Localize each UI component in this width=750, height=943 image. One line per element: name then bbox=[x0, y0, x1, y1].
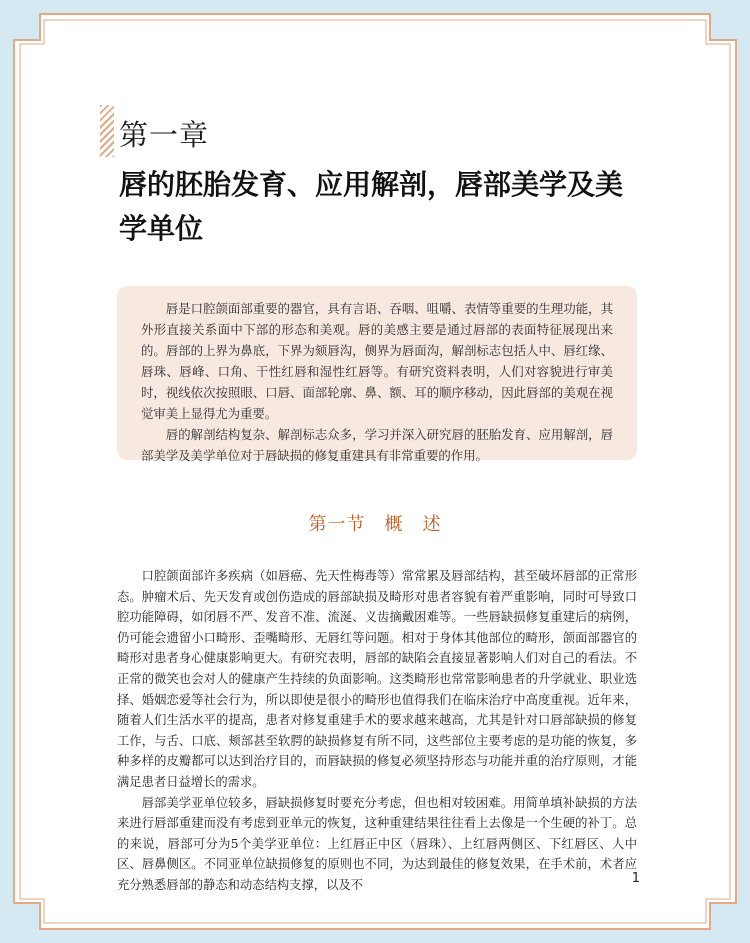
body-paragraph: 口腔颌面部许多疾病（如唇癌、先天性梅毒等）常常累及唇部结构，甚至破坏唇部的正常形态。肿瘤术后、先天发育或创伤造成的唇部缺损及畸形对患者容貌有着严重影响，同时可导致口腔功能障碍，如闭唇不严、发音不准、流涎、义齿摘戴困难等。一些唇缺损修复重建后的病例，仍可能会遗留小口畸形、歪嘴畸形、无唇红等问题。相对于身体其他部位的畸形，颌面部器官的畸形对患者身心健康影响更大。有研究表明，唇部的缺陷会直接显著影响人们对自己的看法。不正常的微笑也会对人的健康产生持续的负面影响。这类畸形也常常影响患者的升学就业、职业选择、婚姻恋爱等社会行为，所以即使是很小的畸形也值得我们在临床治疗中高度重视。近年来，随着人们生活水平的提高，患者对修复重建手术的要求越来越高，尤其是针对口唇部缺损的修复工作，与舌、口底、颊部甚至软腭的缺损修复有所不同，这些部位主要考虑的是功能的恢复，多种多样的皮瓣都可以达到治疗目的，而唇缺损的修复必须坚持形态与功能并重的治疗原则，才能满足患者日益增长的需求。 bbox=[117, 569, 637, 789]
summary-paragraph: 唇是口腔颌面部重要的器官，具有言语、吞咽、咀嚼、表情等重要的生理功能，其外形直接关系面中下部的形态和美观。唇的美感主要是通过唇部的表面特征展现出来的。唇部的上界为鼻底，下界为颏唇沟，侧界为唇面沟，解剖标志包括人中、唇红缘、唇珠、唇峰、口角、干性红唇和湿性红唇等。有研究资料表明，人们对容貌进行审美时，视线依次按照眼、口唇、面部轮廓、鼻、额、耳的顺序移动，因此唇部的美观在视觉审美上显得尤为重要。 bbox=[141, 301, 613, 421]
chapter-summary-box bbox=[117, 286, 637, 463]
summary-paragraph: 唇的解剖结构复杂、解剖标志众多，学习并深入研究唇的胚胎发育、应用解剖，唇部美学及美学单位对于唇缺损的修复重建具有非常重要的作用。 bbox=[141, 427, 613, 463]
chapter-label: 第一章 bbox=[119, 118, 210, 152]
chapter-hatch-marker bbox=[100, 105, 114, 157]
section-title: 第一节 概 述 bbox=[308, 514, 442, 535]
body-text bbox=[117, 566, 637, 896]
body-paragraph: 唇部美学亚单位较多，唇缺损修复时要充分考虑，但也相对较困难。用简单填补缺损的方法来进行唇部重建而没有考虑到亚单元的恢复，这种重建结果往往看上去像是一个生硬的补丁。总的来说，唇部可分为5个美学亚单位：上红唇正中区（唇珠）、上红唇两侧区、下红唇区、人中区、唇鼻侧区。不同亚单位缺损修复的原则也不同，为达到最佳的修复效果，在手术前，术者应充分熟悉唇部的静态和动态结构支撑，以及不 bbox=[117, 795, 637, 892]
page-number: 1 bbox=[631, 871, 640, 886]
chapter-title: 唇的胚胎发育、应用解剖，唇部美学及美学单位 bbox=[119, 168, 624, 245]
